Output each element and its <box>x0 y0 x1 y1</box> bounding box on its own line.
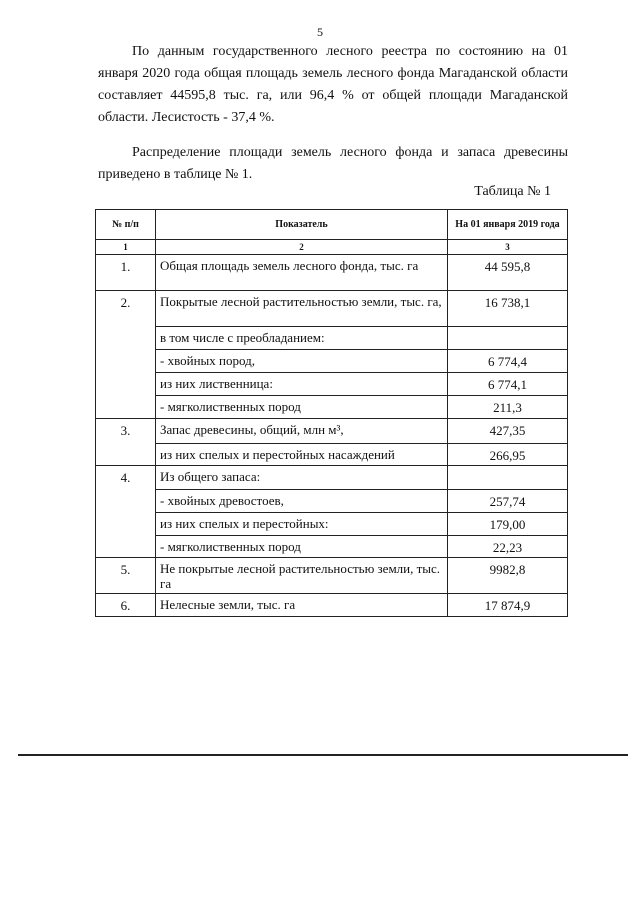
indicator-cell: из них спелых и перестойных: <box>156 513 448 536</box>
table-row <box>96 594 568 617</box>
forest-fund-table <box>95 209 568 617</box>
table-row <box>96 396 568 419</box>
value-cell: 16 738,1 <box>448 291 568 327</box>
column-number: 3 <box>448 240 568 255</box>
value-cell <box>448 327 568 350</box>
value-cell <box>448 466 568 490</box>
paragraph-table-intro <box>98 142 568 186</box>
indicator-cell: Нелесные земли, тыс. га <box>156 594 448 617</box>
table-caption: Таблица № 1 <box>474 184 551 199</box>
indicator-cell: из них лиственница: <box>156 373 448 396</box>
indicator-cell: из них спелых и перестойных насаждений <box>156 444 448 466</box>
table-row <box>96 373 568 396</box>
value-cell: 211,3 <box>448 396 568 419</box>
table-row <box>96 490 568 513</box>
header-indicator: Показатель <box>156 210 448 240</box>
value-cell: 22,23 <box>448 536 568 558</box>
paragraph-forest-area <box>98 41 568 129</box>
page-number: 5 <box>317 25 323 39</box>
value-cell: 257,74 <box>448 490 568 513</box>
table-row <box>96 444 568 466</box>
paragraph-table-intro-text: Распределение площади земель лесного фонда и запаса древесины приведено в таблице № 1. <box>98 145 568 182</box>
column-number: 1 <box>96 240 156 255</box>
table-row <box>96 327 568 350</box>
header-num: № п/п <box>96 210 156 240</box>
row-number: 4. <box>96 466 156 558</box>
table-header-row <box>96 210 568 240</box>
value-cell: 266,95 <box>448 444 568 466</box>
row-number: 5. <box>96 558 156 594</box>
table-row <box>96 419 568 444</box>
row-number: 3. <box>96 419 156 466</box>
indicator-cell: - мягколиственных пород <box>156 536 448 558</box>
value-cell: 9982,8 <box>448 558 568 594</box>
row-number: 6. <box>96 594 156 617</box>
indicator-cell: - хвойных пород, <box>156 350 448 373</box>
table-row <box>96 513 568 536</box>
indicator-cell: Общая площадь земель лесного фонда, тыс. га <box>156 255 448 291</box>
table-row <box>96 291 568 327</box>
indicator-cell: - хвойных древостоев, <box>156 490 448 513</box>
indicator-cell: Из общего запаса: <box>156 466 448 490</box>
table-row <box>96 536 568 558</box>
indicator-cell: Не покрытые лесной растительностью земли, тыс. га <box>156 558 448 594</box>
value-cell: 17 874,9 <box>448 594 568 617</box>
indicator-cell: Покрытые лесной растительностью земли, тыс. га, <box>156 291 448 327</box>
value-cell: 6 774,1 <box>448 373 568 396</box>
table-row <box>96 558 568 594</box>
value-cell: 179,00 <box>448 513 568 536</box>
column-number-row <box>96 240 568 255</box>
row-number: 1. <box>96 255 156 291</box>
indicator-cell: - мягколиственных пород <box>156 396 448 419</box>
indicator-cell: Запас древесины, общий, млн м³, <box>156 419 448 444</box>
table-body <box>96 255 568 617</box>
table-row <box>96 466 568 490</box>
value-cell: 6 774,4 <box>448 350 568 373</box>
footer-divider <box>18 754 628 756</box>
paragraph-forest-area-text: По данным государственного лесного реестра по состоянию на 01 января 2020 года общая площадь земель лесного фонда Магаданской области составляет 44595,8 тыс. га, или 96,4 % от общей площади Магаданской области. Лесистость - 37,4 %. <box>98 44 568 125</box>
row-number: 2. <box>96 291 156 419</box>
header-value: На 01 января 2019 года <box>448 210 568 240</box>
column-number: 2 <box>156 240 448 255</box>
indicator-cell: в том числе с преобладанием: <box>156 327 448 350</box>
value-cell: 427,35 <box>448 419 568 444</box>
table-row <box>96 255 568 291</box>
value-cell: 44 595,8 <box>448 255 568 291</box>
table-row <box>96 350 568 373</box>
